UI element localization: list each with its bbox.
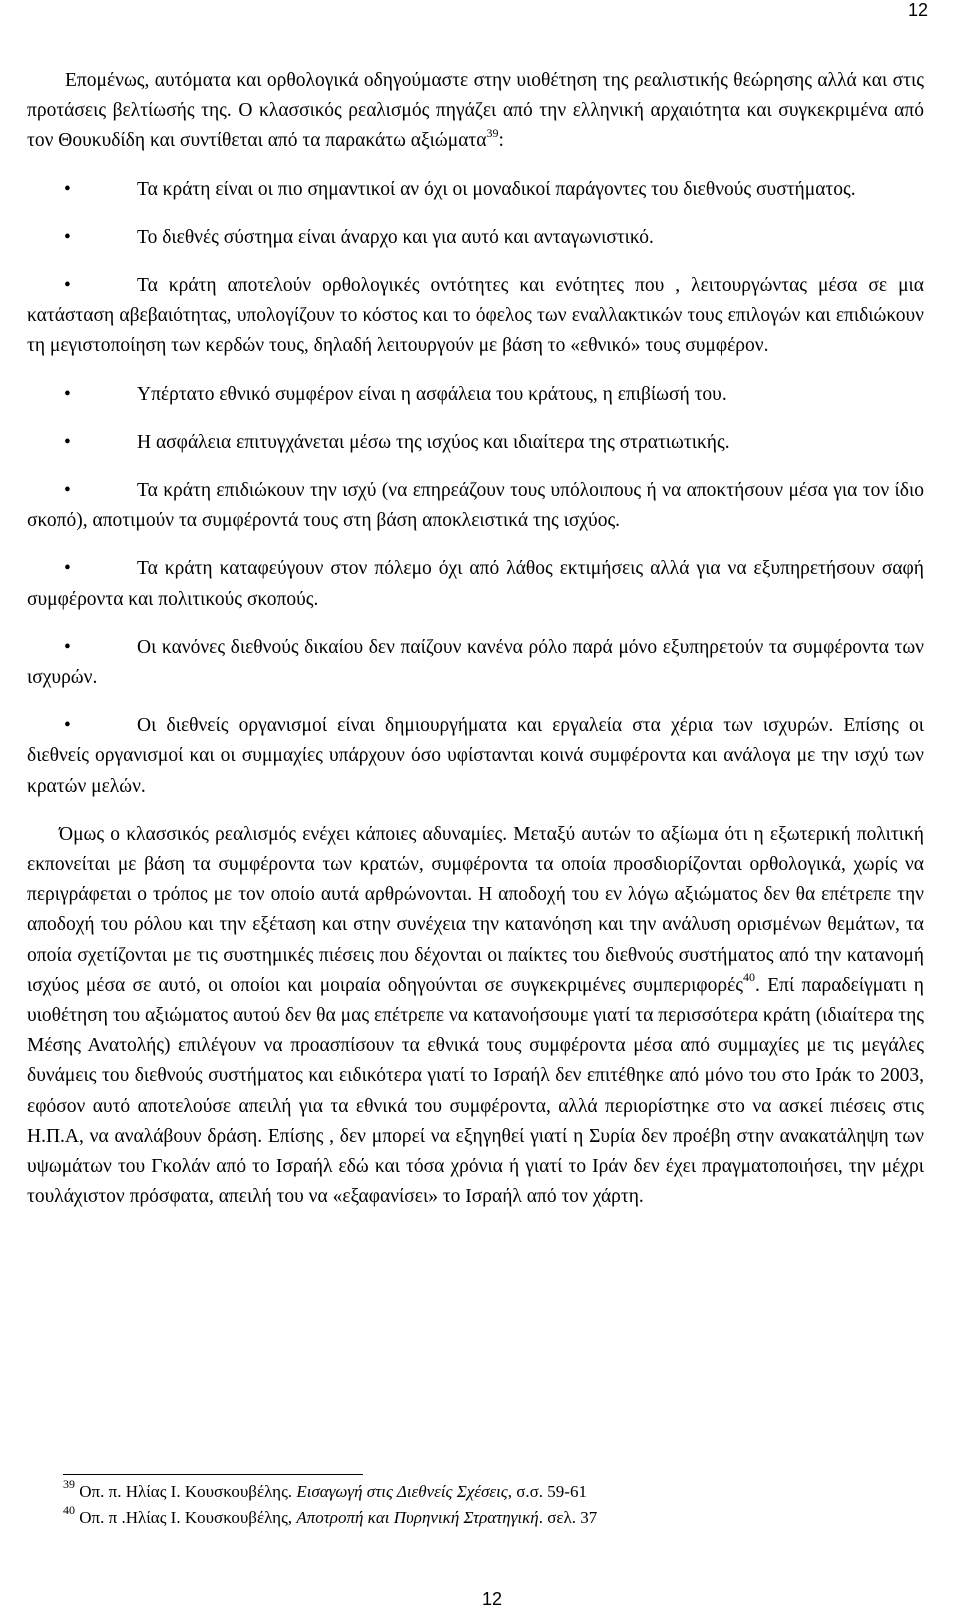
bullet-item bbox=[27, 633, 924, 693]
bullet-icon: • bbox=[64, 431, 71, 453]
footnote-39 bbox=[63, 1477, 587, 1503]
intro-text: Επομένως, αυτόματα και ορθολογικά οδηγούμαστε στην υιοθέτηση της ρεαλιστικής θεώρησης αλλά και στις προτάσεις βελτίωσής της. Ο κλασσικός ρεαλισμός πηγάζει από την ελληνική αρχαιότητα και συγκεκριμένα από τον Θουκυδίδη και συντίθεται από τα παρακάτω αξιώματα bbox=[27, 70, 924, 152]
bullet-item bbox=[27, 554, 924, 614]
footnote-40 bbox=[63, 1503, 598, 1529]
footnote-pages: . σελ. 37 bbox=[538, 1508, 598, 1527]
bullet-icon: • bbox=[64, 178, 71, 200]
footnote-pages: , σ.σ. 59-61 bbox=[507, 1482, 587, 1501]
body-paragraph bbox=[27, 820, 924, 1213]
bullet-item bbox=[27, 711, 924, 802]
bullet-item bbox=[27, 223, 924, 253]
bullet-icon: • bbox=[64, 480, 71, 502]
bullet-item bbox=[27, 476, 924, 536]
footnote-title: Εισαγωγή στις Διεθνείς Σχέσεις bbox=[296, 1482, 508, 1501]
footnote-title: Αποτροπή και Πυρηνική Στρατηγική bbox=[296, 1508, 539, 1527]
bullet-text: Τα κράτη καταφεύγουν στον πόλεμο όχι από λάθος εκτιμήσεις αλλά για να εξυπηρετήσουν σαφή συμφέροντα και πολιτικούς σκοπούς. bbox=[27, 558, 924, 610]
bullet-icon: • bbox=[64, 383, 71, 405]
page-number-top: 12 bbox=[907, 0, 928, 20]
footnote-number: 40 bbox=[63, 1503, 75, 1518]
bullet-text: Υπέρτατο εθνικό συμφέρον είναι η ασφάλεια του κράτους, η επιβίωσή του. bbox=[137, 383, 727, 405]
bullet-text: Τα κράτη επιδιώκουν την ισχύ (να επηρεάζουν τους υπόλοιπους ή να αποκτήσουν μέσα για τον ίδιο σκοπό), αποτιμούν τα συμφέροντά τους στη βάση αποκλειστικά της ισχύος. bbox=[27, 480, 924, 532]
bullet-text: Οι διεθνείς οργανισμοί είναι δημιουργήματα και εργαλεία στα χέρια των ισχυρών. Επίσης οι διεθνείς οργανισμοί και οι συμμαχίες υπάρχουν όσο υφίστανται κοινά συμφέροντα και ανάλογα με την ισχύ των κρατών μελών. bbox=[27, 715, 924, 797]
bullet-text: Τα κράτη είναι οι πιο σημαντικοί αν όχι οι μοναδικοί παράγοντες του διεθνούς συστήματος. bbox=[137, 178, 856, 200]
footnote-ref-40[interactable]: 40 bbox=[743, 970, 756, 985]
bullet-item bbox=[27, 428, 924, 458]
footnote-text: Οπ. π. Ηλίας Ι. Κουσκουβέλης. bbox=[75, 1482, 297, 1501]
footnote-number: 39 bbox=[63, 1477, 75, 1492]
bullet-item bbox=[27, 380, 924, 410]
bullet-text: Η ασφάλεια επιτυγχάνεται μέσω της ισχύος και ιδιαίτερα της στρατιωτικής. bbox=[137, 431, 730, 453]
footnote-ref-39[interactable]: 39 bbox=[486, 125, 499, 140]
bullet-icon: • bbox=[64, 558, 71, 580]
footnote-separator bbox=[63, 1474, 363, 1475]
bullet-item bbox=[27, 271, 924, 362]
bullet-icon: • bbox=[64, 715, 71, 737]
para-text-end: . Επί παραδείγματι η υιοθέτηση του αξιώματος αυτού δεν θα μας επέτρεπε να κατανοήσουμε γιατί τα περισσότερα κράτη (ιδιαίτερα της Μέσης Ανατολής) επιλέγουν να προασπίσουν τα εθνικά τους συμφέροντα μέσα από συμμαχίες με τις μεγάλες δυνάμεις του διεθνούς συστήματος και ειδικότερα γιατί το Ισραήλ δεν επιτέθηκε από μόνο του στο Ιράκ το 2003, εφόσον αυτό αποτελούσε απειλή για τα εθνικά του συμφέροντα, αλλά περιορίστηκε στο να ασκεί πιέσεις στις Η.Π.Α, να αναλάβουν δράση. Επίσης , δεν μπορεί να εξηγηθεί γιατί η Συρία δεν προέβη στην ανακατάληψη των υψωμάτων του Γκολάν από το Ισραήλ εδώ και τόσα χρόνια ή γιατί το Ιράν δεν έχει πραγματοποιήσει, την μέχρι τουλάχιστον πρόσφατα, απειλή του να «εξαφανίσει» το Ισραήλ από τον χάρτη. bbox=[27, 974, 924, 1208]
intro-paragraph bbox=[27, 66, 924, 157]
footnote-text: Οπ. π .Ηλίας Ι. Κουσκουβέλης, bbox=[75, 1508, 297, 1527]
bullet-icon: • bbox=[64, 275, 71, 297]
intro-text-end: : bbox=[498, 130, 504, 152]
page-number-bottom: 12 bbox=[482, 1589, 503, 1609]
bullet-text: Οι κανόνες διεθνούς δικαίου δεν παίζουν κανένα ρόλο παρά μόνο εξυπηρετούν τα συμφέροντα των ισχυρών. bbox=[27, 636, 924, 689]
bullet-icon: • bbox=[64, 636, 71, 658]
bullet-text: Το διεθνές σύστημα είναι άναρχο και για αυτό και ανταγωνιστικό. bbox=[137, 226, 654, 248]
document-body bbox=[27, 66, 924, 1213]
bullet-item bbox=[27, 175, 924, 205]
para-text: Όμως ο κλασσικός ρεαλισμός ενέχει κάποιες αδυναμίες. Μεταξύ αυτών το αξίωμα ότι η εξωτερική πολιτική εκπονείται με βάση τα συμφέροντα των κρατών, συμφέροντα τα οποία προσδιορίζονται ορθολογικά, χωρίς να περιγράφεται ο τρόπος με τον οποίο αυτά αρθρώνονται. Η αποδοχή του εν λόγω αξιώματος δεν θα επέτρεπε την αποδοχή του ρόλου και την εξέταση και στην συνέχεια την κατανόηση και την ανάλυση ορισμένων θεμάτων, τα οποία σχετίζονται με τις συστημικές πιέσεις που δέχονται οι παίκτες του διεθνούς συστήματος από την κατανομή ισχύος μέσα σε αυτό, οι οποίοι και μοιραία οδηγούνται σε συγκεκριμένες συμπεριφορές bbox=[27, 823, 924, 996]
bullet-text: Τα κράτη αποτελούν ορθολογικές οντότητες και ενότητες που , λειτουργώντας μέσα σε μια κατάσταση αβεβαιότητας, υπολογίζουν το κόστος και το όφελος των εναλλακτικών τους επιλογών και επιδιώκουν τη μεγιστοποίηση των κερδών τους, δηλαδή λειτουργούν με βάση το «εθνικό» τους συμφέρον. bbox=[27, 275, 924, 357]
bullet-icon: • bbox=[64, 226, 71, 248]
